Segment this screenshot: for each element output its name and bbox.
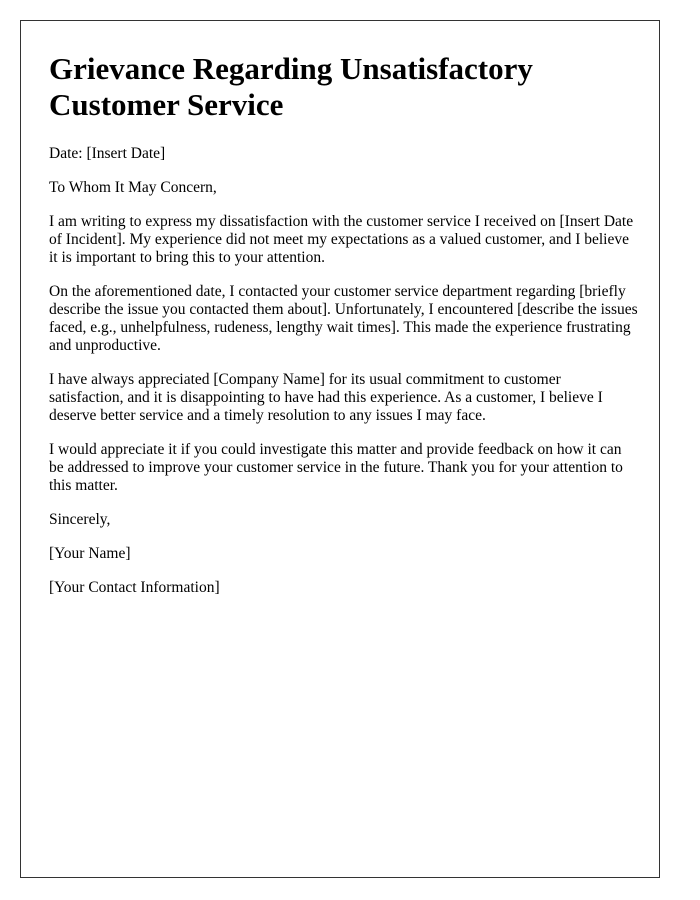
body-paragraph-3: I have always appreciated [Company Name] for its usual commitment to customer satisfaction, and it is disappointing to have had this experience. As a customer, I believe I deserve better service and a timely resolution to any issues I may face. — [49, 371, 603, 424]
letter-page — [20, 20, 660, 878]
letter-title: Grievance Regarding Unsatisfactory Customer Service — [49, 51, 533, 122]
salutation: To Whom It May Concern, — [49, 179, 217, 196]
date-line: Date: [Insert Date] — [49, 145, 166, 162]
letter-content — [49, 51, 639, 613]
body-paragraph-4: I would appreciate it if you could investigate this matter and provide feedback on how it can be addressed to improve your customer service in the future. Thank you for your attention to this matter. — [49, 441, 623, 494]
sender-contact: [Your Contact Information] — [49, 579, 220, 596]
body-paragraph-2: On the aforementioned date, I contacted your customer service department regarding [briefly describe the issue you contacted them about]. Unfortunately, I encountered [describe the issues faced, e.g., unhelpfulness, rudeness, lengthy wait times]. This made the experience frustrating and unproductive. — [49, 283, 638, 354]
body-paragraph-1: I am writing to express my dissatisfaction with the customer service I received on [Insert Date of Incident]. My experience did not meet my expectations as a valued customer, and I believe it is important to bring this to your attention. — [49, 213, 634, 266]
closing: Sincerely, — [49, 511, 111, 528]
sender-name: [Your Name] — [49, 545, 131, 562]
